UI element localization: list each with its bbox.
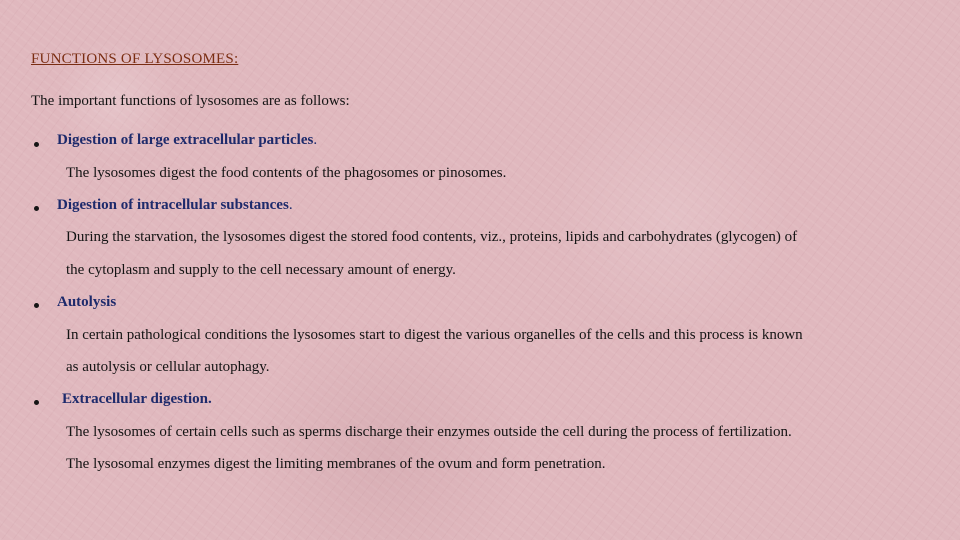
bullet-title-intracellular	[57, 197, 293, 214]
bullet-title-text: Extracellular digestion.	[62, 391, 212, 407]
bullet-dot-icon	[34, 400, 39, 405]
bullet-title-large-extracellular	[57, 132, 317, 149]
bullet-title-autolysis	[57, 294, 116, 311]
bullet-dot-icon	[34, 142, 39, 147]
slide-heading: FUNCTIONS OF LYSOSOMES:	[31, 51, 239, 67]
bullet-title-suffix: .	[288, 197, 293, 213]
bullet-title-text: Autolysis	[57, 294, 117, 310]
desc-line: During the starvation, the lysosomes digest the stored food contents, viz., proteins, lipids and carbohydrates (glycogen) of	[66, 229, 798, 245]
intro-text: The important functions of lysosomes are as follows:	[31, 93, 350, 109]
desc-line: as autolysis or cellular autophagy.	[66, 359, 270, 375]
bullet-title-suffix: .	[313, 132, 318, 148]
desc-line: The lysosomes of certain cells such as sperms discharge their enzymes outside the cell during the process of fertilization.	[66, 424, 792, 440]
bullet-dot-icon	[34, 206, 39, 211]
bullet-dot-icon	[34, 303, 39, 308]
bullet-title-text: Digestion of intracellular substances	[57, 197, 289, 213]
desc-line: the cytoplasm and supply to the cell necessary amount of energy.	[66, 262, 456, 278]
desc-line: In certain pathological conditions the lysosomes start to digest the various organelles of the cells and this process is known	[66, 327, 803, 343]
desc-line: The lysosomal enzymes digest the limiting membranes of the ovum and form penetration.	[66, 456, 606, 472]
desc-line: The lysosomes digest the food contents of the phagosomes or pinosomes.	[66, 165, 507, 181]
bullet-title-extracellular-digestion	[62, 391, 212, 408]
bullet-title-text: Digestion of large extracellular particles	[57, 132, 314, 148]
